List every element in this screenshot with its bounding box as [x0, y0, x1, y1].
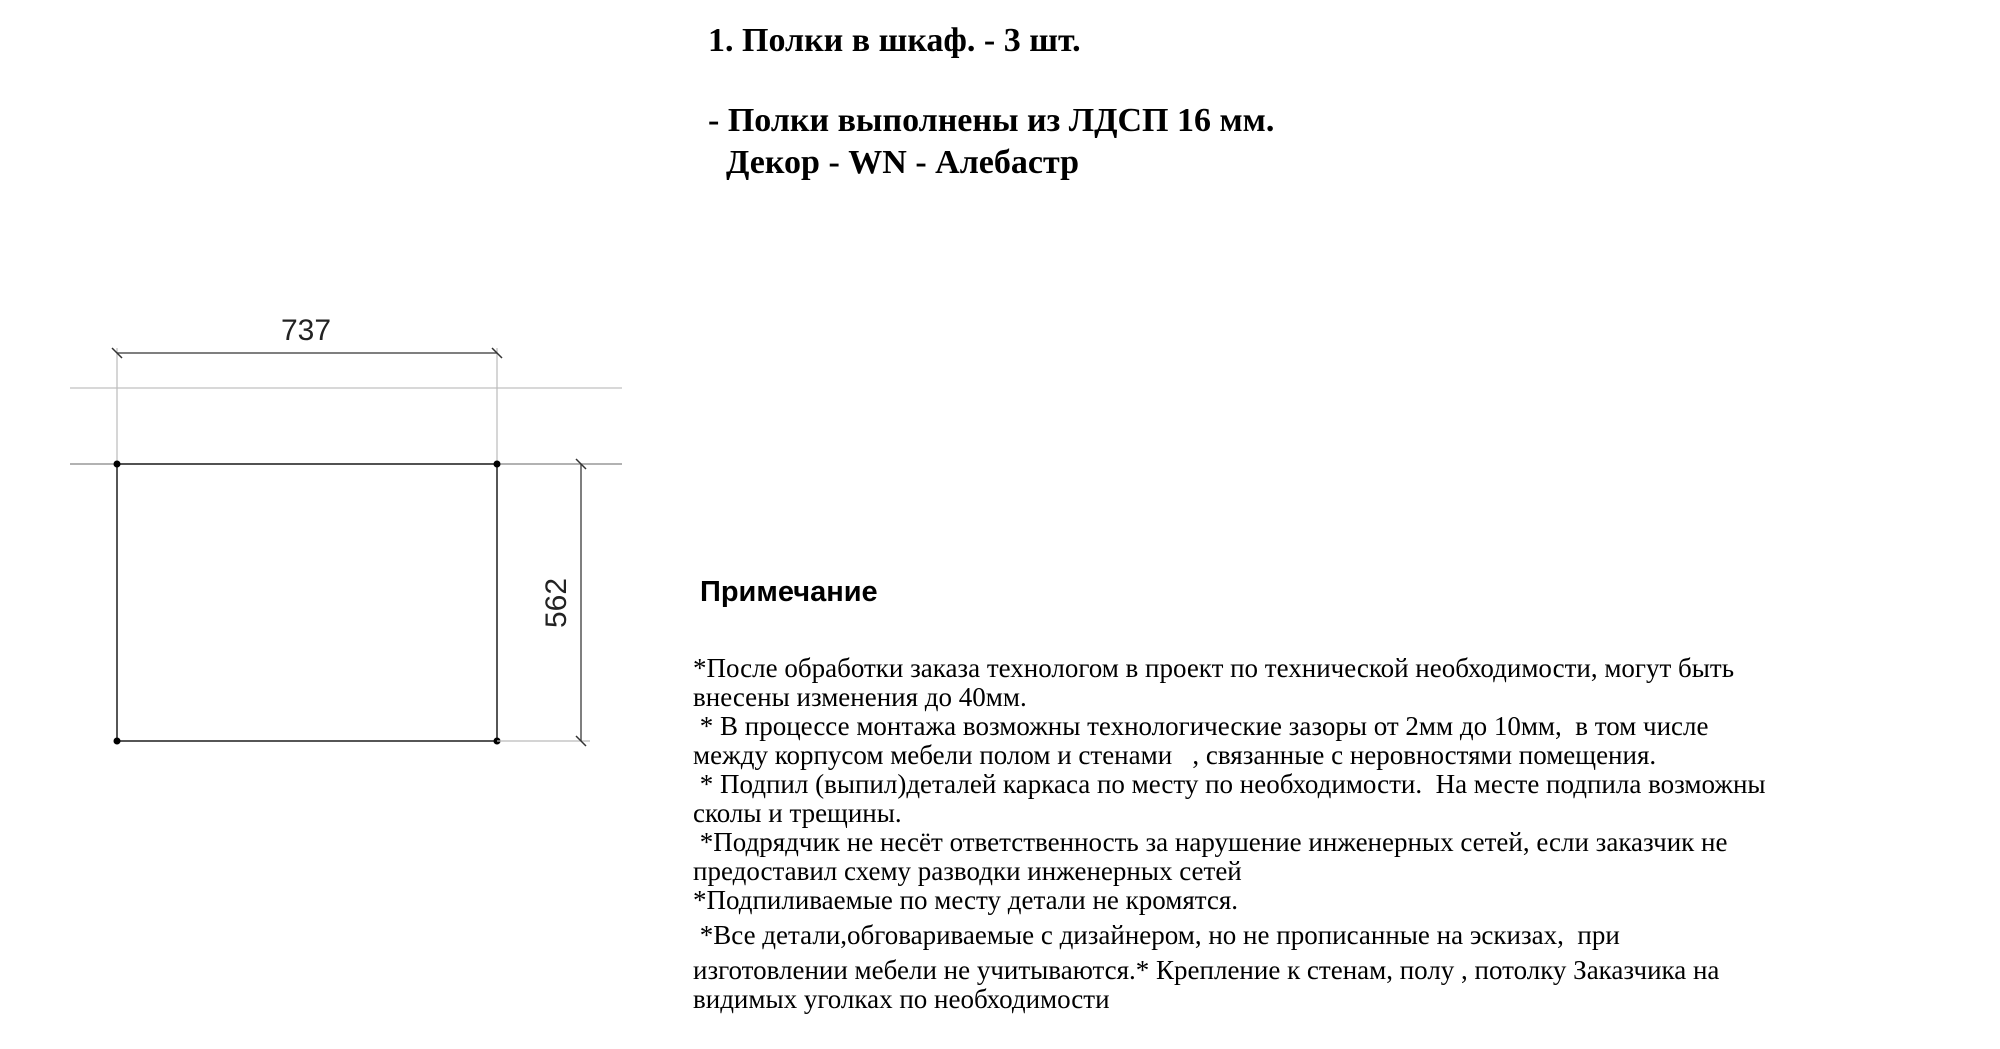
- decor-line: Декор - WN - Алебастр: [726, 144, 1079, 181]
- width-dimension-label: 737: [280, 314, 332, 347]
- note-line: между корпусом мебели полом и стенами , связанные с неровностями помещения.: [693, 740, 1657, 770]
- corner-point: [494, 461, 501, 468]
- note-line: *Все детали,обговариваемые с дизайнером, но не прописанные на эскизах, при: [693, 920, 1620, 950]
- note-line: *Подрядчик не несёт ответственность за нарушение инженерных сетей, если заказчик не: [693, 827, 1728, 857]
- note-line: *Подпиливаемые по месту детали не кромятся.: [693, 885, 1239, 915]
- height-dimension-label: 562: [540, 577, 573, 629]
- note-line: изготовлении мебели не учитываются.* Крепление к стенам, полу , потолку Заказчика на: [693, 955, 1720, 985]
- document-title: 1. Полки в шкаф. - 3 шт.: [708, 22, 1081, 59]
- note-line: внесены изменения до 40мм.: [693, 682, 1027, 712]
- material-line: - Полки выполнены из ЛДСП 16 мм.: [708, 102, 1275, 139]
- note-line: видимых уголках по необходимости: [693, 984, 1110, 1014]
- notes-heading: Примечание: [700, 576, 878, 608]
- note-line: *После обработки заказа технологом в проект по технической необходимости, могут быть: [693, 653, 1735, 683]
- notes-block: [693, 654, 1983, 1014]
- corner-point: [114, 738, 121, 745]
- note-line: предоставил схему разводки инженерных сетей: [693, 856, 1242, 886]
- shelf-drawing: [0, 290, 640, 770]
- corner-point: [114, 461, 121, 468]
- note-line: сколы и трещины.: [693, 798, 902, 828]
- note-line: * Подпил (выпил)деталей каркаса по месту по необходимости. На месте подпила возможны: [693, 769, 1766, 799]
- note-line: * В процессе монтажа возможны технологические зазоры от 2мм до 10мм, в том числе: [693, 711, 1709, 741]
- shelf-outline: [117, 464, 497, 741]
